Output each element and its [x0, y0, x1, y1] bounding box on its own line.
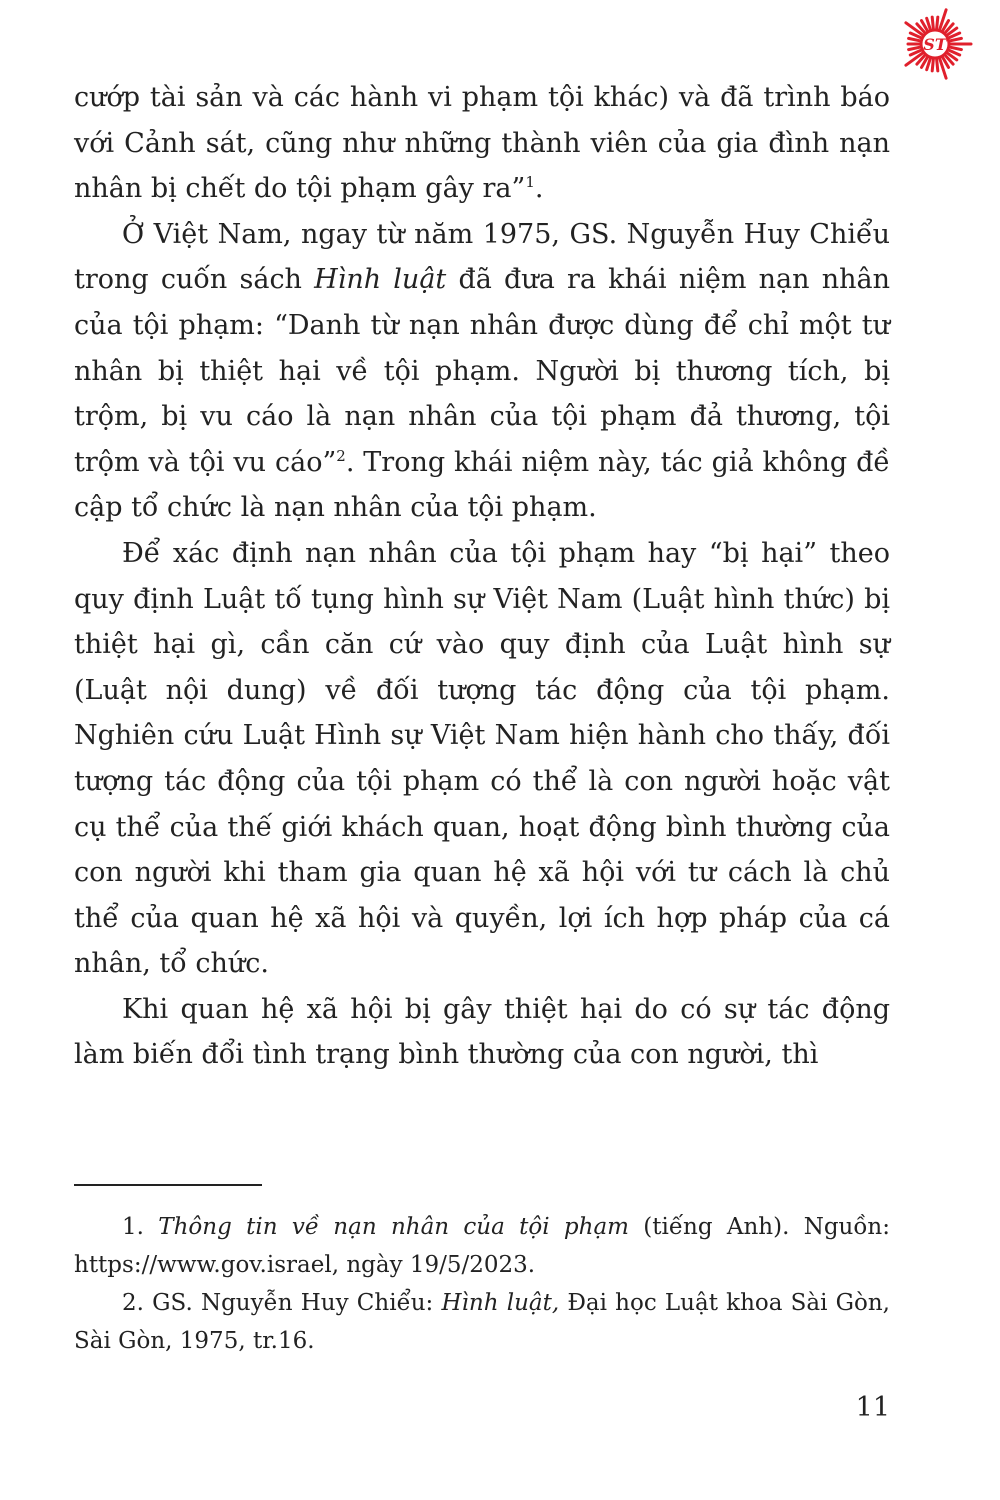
footnote-reference-2[interactable]: 2: [336, 446, 346, 465]
paragraph-text: Để xác định nạn nhân của tội phạm hay “bị hại” theo quy định Luật tố tụng hình sự Việt Nam (Luật hình thức) bị thiệt hại gì, cần căn cứ vào quy định của Luật hình sự (Luật nội dung) về đối tượng tác động của tội phạm. Nghiên cứu Luật Hình sự Việt Nam hiện hành cho thấy, đối tượng tác động của tội phạm có thể là con người hoặc vật cụ thể của thế giới khách quan, hoạt động bình thường của con người khi tham gia quan hệ xã hội với tư cách là chủ thể của quan hệ xã hội và quyền, lợi ích hợp pháp của cá nhân, tổ chức.: [74, 537, 890, 980]
footnote-text: (tiếng Anh). Nguồn: https://www.gov.israel, ngày 19/5/2023.: [74, 1214, 890, 1278]
paragraph-1: [74, 75, 890, 212]
logo-ray: [927, 59, 930, 69]
footnotes: [74, 1208, 890, 1360]
paragraph-text: Ở Việt Nam, ngay từ năm 1975, GS. Nguyễn Huy Chiểu trong cuốn sách: [74, 218, 890, 296]
paragraph-text: cướp tài sản và các hành vi phạm tội khác) và đã trình báo với Cảnh sát, cũng như những thành viên của gia đình nạn nhân bị chết do tội phạm gây ra”: [74, 82, 890, 205]
paragraph-text: .: [534, 173, 544, 205]
footnote-text: 2. GS. Nguyễn Huy Chiểu:: [122, 1290, 442, 1316]
footnote-reference-1[interactable]: 1: [525, 173, 535, 192]
paragraph-text: Khi quan hệ xã hội bị gây thiệt hại do có sự tác động làm biến đổi tình trạng bình thường của con người, thì: [74, 993, 890, 1071]
footnote-1: [74, 1208, 890, 1284]
footnote-title: Hình luật,: [441, 1290, 560, 1316]
footnote-divider: [74, 1184, 262, 1186]
paragraph-3: [74, 531, 890, 987]
paragraph-2: [74, 212, 890, 531]
footnote-text: Đại học Luật khoa Sài Gòn, Sài Gòn, 1975, tr.16.: [74, 1290, 890, 1354]
logo-ray: [927, 18, 930, 29]
logo-ray: [932, 60, 933, 71]
footnote-2: [74, 1284, 890, 1360]
footnote-title: Thông tin về nạn nhân của tội phạm: [158, 1214, 629, 1240]
book-title: Hình luật: [314, 264, 447, 296]
logo-ray: [937, 60, 938, 71]
body-text: [74, 75, 890, 1078]
paragraph-4: [74, 987, 890, 1078]
logo-monogram: ST: [923, 35, 947, 54]
paragraph-text: đã đưa ra khái niệm nạn nhân của tội phạm: “Danh từ nạn nhân được dùng để chỉ một tư nhân bị thiệt hại về tội phạm. Người bị thương tích, bị trộm, bị vu cáo là nạn nhân của tội phạm đả thương, tội trộm và tội vu cáo”: [74, 264, 890, 478]
logo-ray: [951, 38, 962, 40]
page-number: 11: [855, 1392, 890, 1423]
logo-ray: [951, 47, 962, 49]
logo-ray: [909, 38, 920, 40]
logo-ray: [909, 47, 920, 49]
publisher-star-logo-icon: [893, 8, 977, 80]
logo-ray: [932, 17, 933, 28]
footnote-text: 1.: [122, 1214, 159, 1240]
logo-ray: [937, 17, 938, 28]
paragraph-text: . Trong khái niệm này, tác giả không đề cập tổ chức là nạn nhân của tội phạm.: [74, 446, 890, 524]
